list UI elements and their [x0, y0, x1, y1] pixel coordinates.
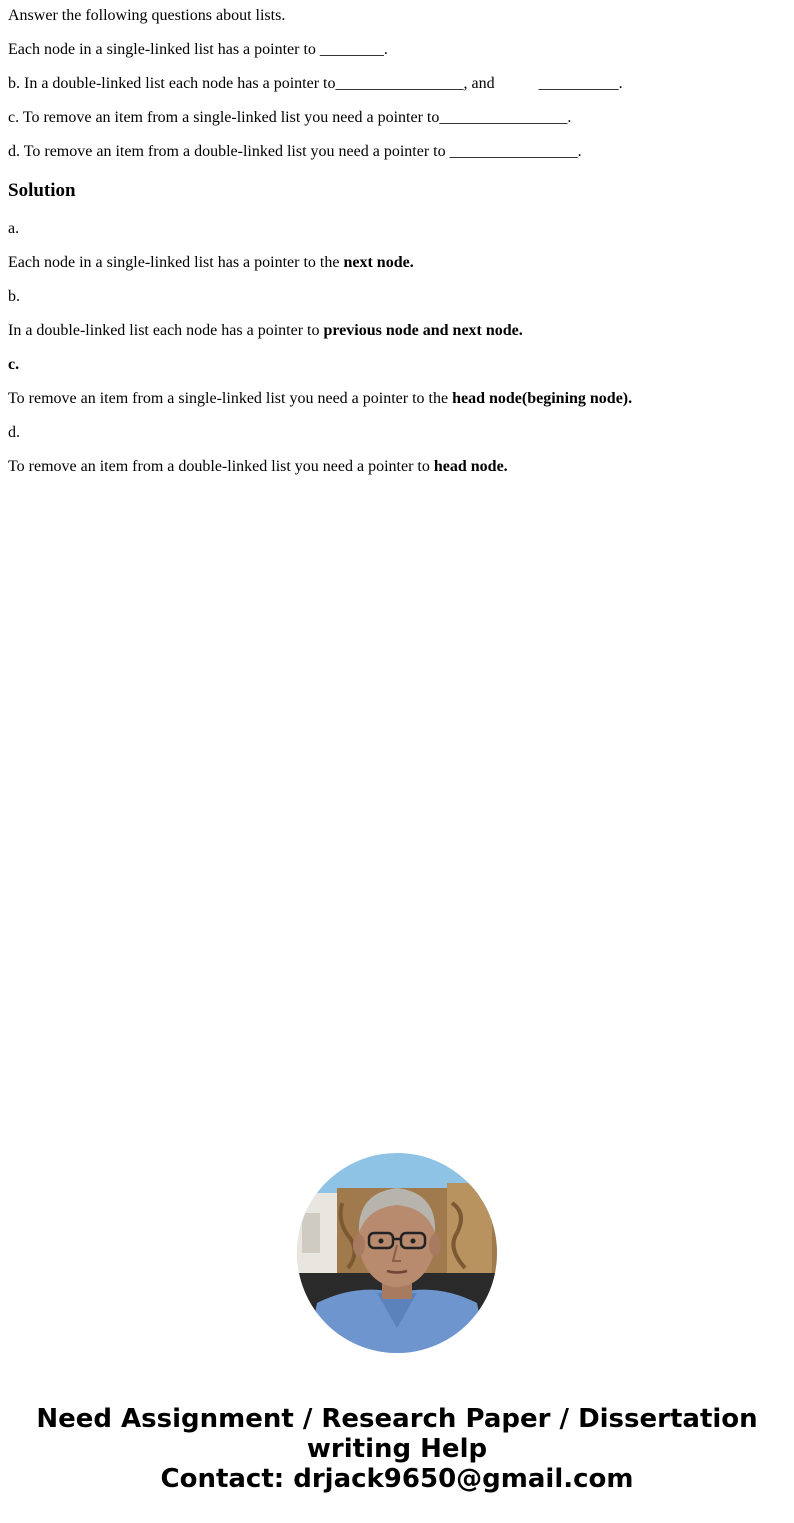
- solution-d-label: d.: [8, 424, 20, 441]
- solution-a-answer: [8, 254, 414, 272]
- solution-b-bold: previous node and next node.: [323, 322, 523, 339]
- solution-c-text: To remove an item from a single-linked list you need a pointer to the: [8, 390, 453, 407]
- solution-b-text: In a double-linked list each node has a pointer to: [8, 322, 324, 339]
- solution-a-text: Each node in a single-linked list has a pointer to the: [8, 254, 344, 271]
- promo-line-1: Need Assignment / Research Paper / Dissertation: [36, 1404, 758, 1434]
- solution-heading: Solution: [8, 180, 76, 201]
- solution-c-label-bold: c.: [8, 356, 20, 373]
- solution-d-bold: head node.: [433, 458, 508, 475]
- solution-a-label: a.: [8, 220, 20, 237]
- solution-c-answer: [8, 390, 632, 408]
- solution-b-answer: [8, 322, 523, 340]
- solution-b-label: b.: [8, 288, 20, 305]
- question-d: d. To remove an item from a double-linked list you need a pointer to ________________.: [8, 143, 582, 160]
- solution-c-label: [8, 356, 19, 374]
- promo-contact: Contact: drjack9650@gmail.com: [160, 1464, 634, 1494]
- question-c: c. To remove an item from a single-linked list you need a pointer to________________.: [8, 109, 572, 126]
- person-photo-icon: [297, 1153, 497, 1353]
- question-b: b. In a double-linked list each node has a pointer to________________, and __________.: [8, 75, 623, 92]
- solution-d-answer: [8, 458, 508, 476]
- solution-a-bold: next node.: [343, 254, 414, 271]
- promo-line-2: writing Help: [306, 1434, 488, 1464]
- question-intro: Answer the following questions about lists.: [8, 7, 286, 24]
- question-a: Each node in a single-linked list has a pointer to ________.: [8, 41, 388, 58]
- solution-d-text: To remove an item from a double-linked list you need a pointer to: [8, 458, 434, 475]
- solution-c-bold: head node(begining node).: [452, 390, 633, 407]
